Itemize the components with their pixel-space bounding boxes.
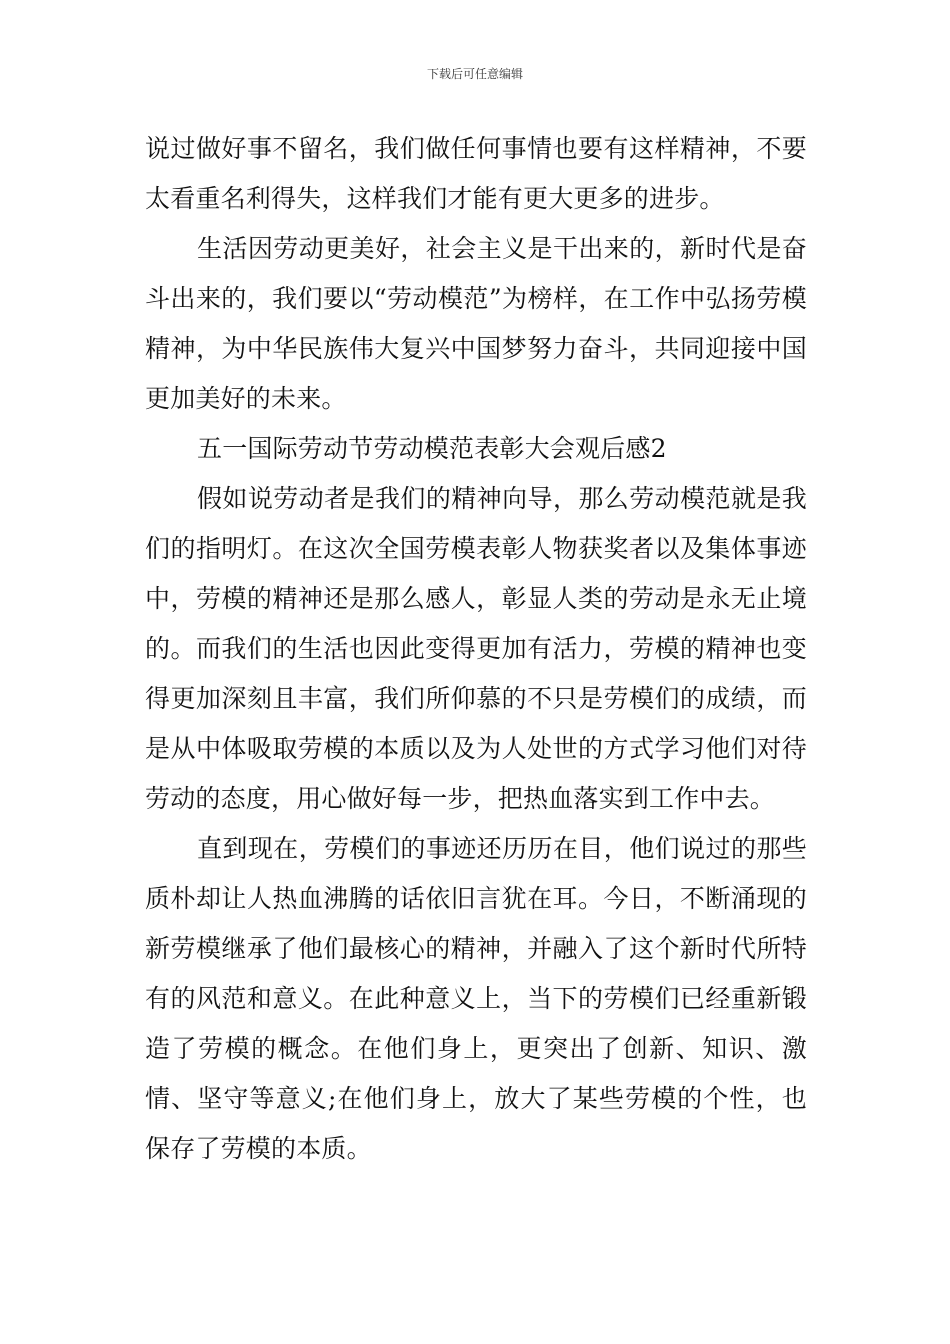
paragraph-guiding-light: 假如说劳动者是我们的精神向导，那么劳动模范就是我们的指明灯。在这次全国劳模表彰人物获奖者以及集体事迹中，劳模的精神还是那么感人，彰显人类的劳动是永无止境的。而我们的生活也因此变得更加有活力，劳模的精神也变得更加深刻且丰富，我们所仰慕的不只是劳模们的成绩，而是从中体吸取劳模的本质以及为人处世的方式学习他们对待劳动的态度，用心做好每一步，把热血落实到工作中去。 (145, 484, 807, 813)
paragraph-new-models: 直到现在，劳模们的事迹还历历在目，他们说过的那些质朴却让人热血沸腾的话依旧言犹在耳。今日，不断涌现的新劳模继承了他们最核心的精神，并融入了这个新时代所特有的风范和意义。在此种意义上，当下的劳模们已经重新锻造了劳模的概念。在他们身上，更突出了创新、知识、激情、坚守等意义;在他们身上，放大了某些劳模的个性，也保存了劳模的本质。 (145, 834, 807, 1163)
document-body (145, 124, 807, 1174)
paragraph-continuation: 说过做好事不留名，我们做任何事情也要有这样精神，不要太看重名利得失，这样我们才能有更大更多的进步。 (145, 134, 807, 213)
paragraph-labor-beauty: 生活因劳动更美好，社会主义是干出来的，新时代是奋斗出来的，我们要以“劳动模范”为榜样，在工作中弘扬劳模精神，为中华民族伟大复兴中国梦努力奋斗，共同迎接中国更加美好的未来。 (145, 234, 807, 413)
section-heading: 五一国际劳动节劳动模范表彰大会观后感2 (197, 434, 667, 463)
page-header: 下载后可任意编辑 (426, 67, 523, 81)
